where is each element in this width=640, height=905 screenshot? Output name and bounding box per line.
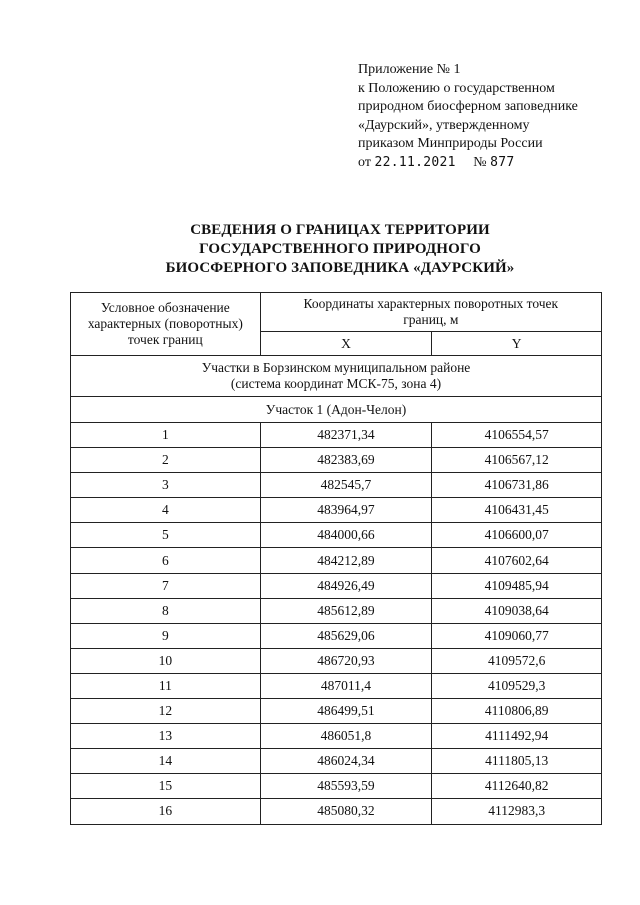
point-number-cell: 1 xyxy=(71,423,261,448)
point-number-cell: 13 xyxy=(71,724,261,749)
point-number-cell: 6 xyxy=(71,548,261,573)
y-coordinate-cell: 4107602,64 xyxy=(432,548,602,573)
date-prefix: от xyxy=(358,154,371,170)
x-coordinate-cell: 486024,34 xyxy=(260,749,432,774)
point-number-cell: 10 xyxy=(71,648,261,673)
point-number-cell: 3 xyxy=(71,473,261,498)
x-coordinate-cell: 486051,8 xyxy=(260,724,432,749)
table-row xyxy=(71,423,602,448)
appendix-line: природном биосферном заповеднике xyxy=(358,99,578,115)
order-number: 877 xyxy=(490,154,515,170)
header-text: точек границ xyxy=(127,332,203,347)
x-coordinate-cell: 483964,97 xyxy=(260,498,432,523)
table-row xyxy=(71,699,602,724)
appendix-line: приказом Минприроды России xyxy=(358,136,543,152)
x-coordinate-cell: 485629,06 xyxy=(260,623,432,648)
y-coordinate-cell: 4111805,13 xyxy=(432,749,602,774)
header-text: границ, м xyxy=(403,312,459,327)
y-coordinate-cell: 4106731,86 xyxy=(432,473,602,498)
point-number-cell: 4 xyxy=(71,498,261,523)
x-coordinate-cell: 485593,59 xyxy=(260,774,432,799)
appendix-line: к Положению о государственном xyxy=(358,80,555,96)
table-row xyxy=(71,724,602,749)
table-row xyxy=(71,573,602,598)
table-row xyxy=(71,498,602,523)
table-row xyxy=(71,749,602,774)
point-number-cell: 16 xyxy=(71,799,261,824)
region-text: Участки в Борзинском муниципальном районе xyxy=(201,360,471,375)
y-header: Y xyxy=(432,332,602,356)
point-number-cell: 15 xyxy=(71,774,261,799)
header-text: Координаты характерных поворотных точек xyxy=(303,296,559,311)
table-row xyxy=(71,473,602,498)
number-label: № xyxy=(473,154,487,170)
point-number-cell: 5 xyxy=(71,523,261,548)
x-coordinate-cell: 484212,89 xyxy=(260,548,432,573)
table-row xyxy=(71,648,602,673)
y-coordinate-cell: 4106567,12 xyxy=(432,448,602,473)
y-coordinate-cell: 4111492,94 xyxy=(432,724,602,749)
appendix-title: Приложение № 1 xyxy=(358,62,461,77)
appendix-block xyxy=(358,61,578,173)
point-number-cell: 8 xyxy=(71,598,261,623)
coordinates-header xyxy=(260,293,601,332)
title-line: БИОСФЕРНОГО ЗАПОВЕДНИКА «ДАУРСКИЙ» xyxy=(165,260,515,276)
table-row xyxy=(71,623,602,648)
table-row xyxy=(71,548,602,573)
y-coordinate-cell: 4109485,94 xyxy=(432,573,602,598)
table-row xyxy=(71,448,602,473)
y-coordinate-cell: 4109038,64 xyxy=(432,598,602,623)
y-coordinate-cell: 4106600,07 xyxy=(432,523,602,548)
title-line: СВЕДЕНИЯ О ГРАНИЦАХ ТЕРРИТОРИИ xyxy=(190,222,490,238)
x-coordinate-cell: 482371,34 xyxy=(260,423,432,448)
x-coordinate-cell: 482383,69 xyxy=(260,448,432,473)
point-number-cell: 7 xyxy=(71,573,261,598)
x-coordinate-cell: 486499,51 xyxy=(260,699,432,724)
point-designation-header xyxy=(71,293,261,356)
point-number-cell: 9 xyxy=(71,623,261,648)
table-row xyxy=(71,523,602,548)
point-number-cell: 11 xyxy=(71,673,261,698)
y-coordinate-cell: 4110806,89 xyxy=(432,699,602,724)
x-coordinate-cell: 484000,66 xyxy=(260,523,432,548)
document-title xyxy=(100,221,580,278)
coordinates-table xyxy=(70,292,602,825)
point-number-cell: 2 xyxy=(71,448,261,473)
y-coordinate-cell: 4109572,6 xyxy=(432,648,602,673)
y-coordinate-cell: 4106431,45 xyxy=(432,498,602,523)
x-coordinate-cell: 484926,49 xyxy=(260,573,432,598)
title-line: ГОСУДАРСТВЕННОГО ПРИРОДНОГО xyxy=(199,241,481,257)
point-number-cell: 14 xyxy=(71,749,261,774)
table-row xyxy=(71,673,602,698)
header-text: Условное обозначение xyxy=(100,300,230,315)
region-text: (система координат МСК-75, зона 4) xyxy=(230,376,442,391)
x-coordinate-cell: 487011,4 xyxy=(260,673,432,698)
appendix-line: «Даурский», утвержденному xyxy=(358,117,530,133)
plot-heading: Участок 1 (Адон-Челон) xyxy=(71,397,602,423)
order-date: 22.11.2021 xyxy=(374,154,456,170)
region-heading xyxy=(71,356,602,397)
y-coordinate-cell: 4109529,3 xyxy=(432,673,602,698)
y-coordinate-cell: 4112640,82 xyxy=(432,774,602,799)
x-coordinate-cell: 482545,7 xyxy=(260,473,432,498)
header-text: характерных (поворотных) xyxy=(87,316,243,331)
table-row xyxy=(71,799,602,824)
y-coordinate-cell: 4112983,3 xyxy=(432,799,602,824)
y-coordinate-cell: 4109060,77 xyxy=(432,623,602,648)
table-row xyxy=(71,598,602,623)
x-coordinate-cell: 486720,93 xyxy=(260,648,432,673)
x-header: X xyxy=(260,332,432,356)
x-coordinate-cell: 485080,32 xyxy=(260,799,432,824)
appendix-date-line xyxy=(358,154,578,173)
point-number-cell: 12 xyxy=(71,699,261,724)
table-row xyxy=(71,774,602,799)
x-coordinate-cell: 485612,89 xyxy=(260,598,432,623)
y-coordinate-cell: 4106554,57 xyxy=(432,423,602,448)
